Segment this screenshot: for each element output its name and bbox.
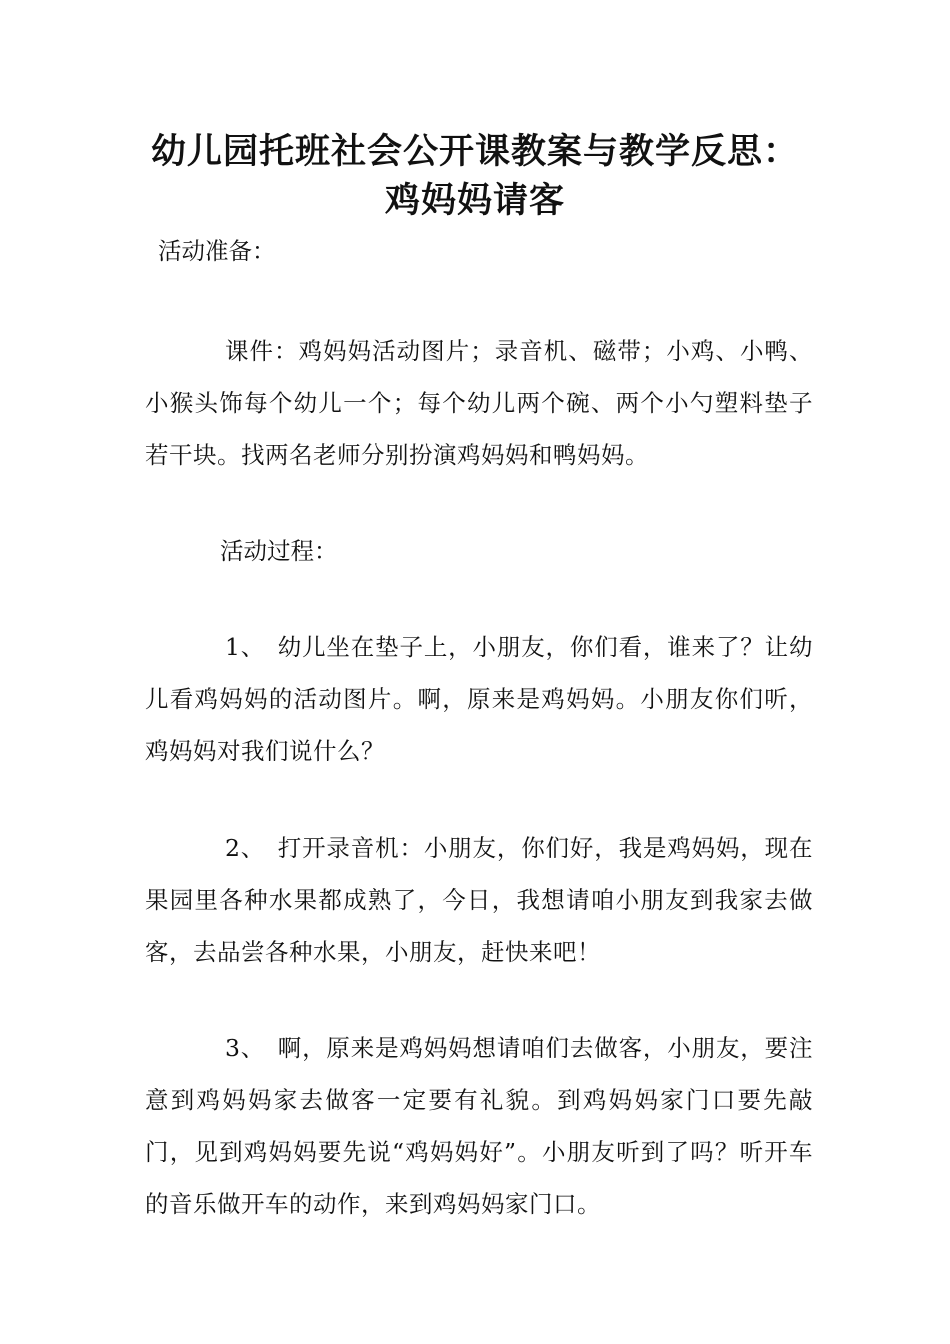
preparation-heading: 活动准备： — [158, 237, 276, 265]
page-title-line-1: 幼儿园托班社会公开课教案与教学反思： — [150, 132, 799, 172]
page-title-line-2: 鸡妈妈请客 — [384, 181, 565, 221]
step-paragraph-1: 1、 幼儿坐在垫子上，小朋友，你们看，谁来了？让幼儿看鸡妈妈的活动图片。啊，原来是鸡妈妈。小朋友你们听，鸡妈妈对我们说什么？ — [145, 633, 813, 765]
step-paragraph-2: 2、 打开录音机：小朋友，你们好，我是鸡妈妈，现在果园里各种水果都成熟了，今日，我想请咱小朋友到我家去做客，去品尝各种水果，小朋友，赶快来吧！ — [145, 834, 813, 966]
step-paragraph-3: 3、 啊，原来是鸡妈妈想请咱们去做客，小朋友，要注意到鸡妈妈家去做客一定要有礼貌。到鸡妈妈家门口要先敲门，见到鸡妈妈要先说“鸡妈妈好”。小朋友听到了吗？听开车的音乐做开车的动作，来到鸡妈妈家门口。 — [145, 1034, 813, 1218]
materials-paragraph: 课件：鸡妈妈活动图片；录音机、磁带；小鸡、小鸭、小猴头饰每个幼儿一个；每个幼儿两个碗、两个小勺塑料垫子若干块。找两名老师分别扮演鸡妈妈和鸭妈妈。 — [145, 337, 813, 469]
process-heading: 活动过程： — [220, 537, 338, 565]
